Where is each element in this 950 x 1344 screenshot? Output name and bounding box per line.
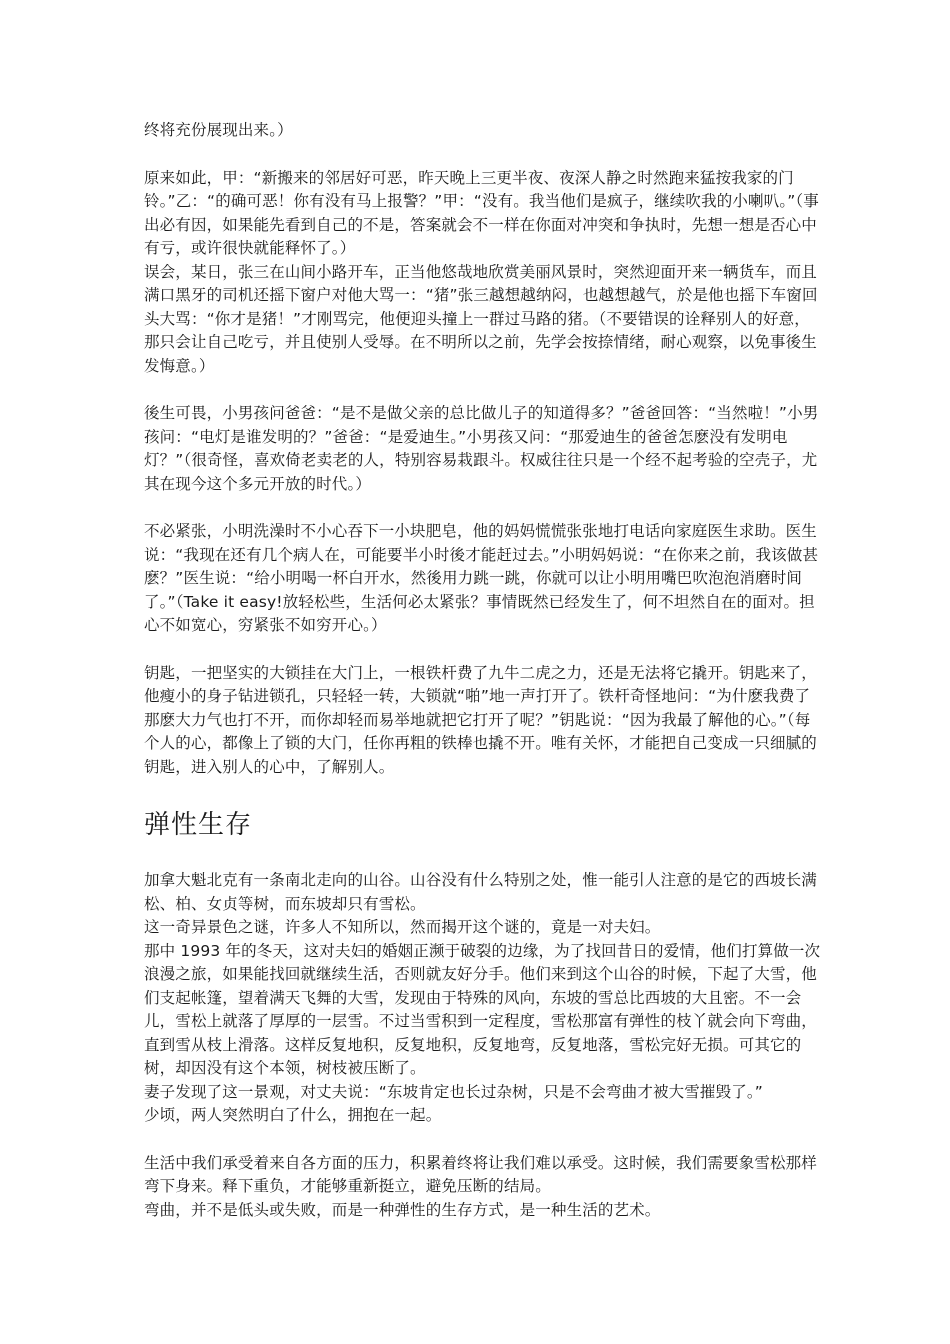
paragraph-gap xyxy=(144,143,824,167)
story-paragraph-edison: 後生可畏，小男孩问爸爸：“是不是做父亲的总比做儿子的知道得多？”爸爸回答：“当然啦！”小男孩问：“电灯是谁发明的？”爸爸：“是爱迪生。”小男孩又问：“那爱迪生的爸爸怎麽没有发明电灯？”（很奇怪，喜欢倚老卖老的人，特别容易栽跟斗。权威往往只是一个经不起考验的空壳子，尤其在现今这个多元开放的时代。） xyxy=(144,404,819,493)
story-block-conflict xyxy=(144,167,824,379)
story-paragraph-soap: 不必紧张，小明洗澡时不小心吞下一小块肥皂，他的妈妈慌慌张张地打电话向家庭医生求助。医生说：“我现在还有几个病人在，可能要半小时後才能赶过去。”小明妈妈说：“在你来之前，我该做甚麽？”医生说：“给小明喝一杯白开水，然後用力跳一跳，你就可以让小明用嘴巴吹泡泡消磨时间了。”（Take it easy!放轻松些，生活何必太紧张？事情既然已经发生了，何不坦然自在的面对。担心不如宽心，穷紧张不如穷开心。） xyxy=(144,522,819,634)
section-paragraph: 这一奇异景色之谜，许多人不知所以，然而揭开这个谜的，竟是一对夫妇。 xyxy=(144,918,661,936)
paragraph-gap xyxy=(144,496,824,520)
story-block-soap xyxy=(144,520,824,638)
section-paragraph: 妻子发现了这一景观，对丈夫说：“东坡肯定也长过杂树，只是不会弯曲才被大雪摧毁了。” xyxy=(144,1082,763,1101)
section-block-conclusion xyxy=(144,1152,824,1223)
paragraph-gap xyxy=(144,1128,824,1152)
story-block-edison xyxy=(144,402,824,496)
section-block-valley xyxy=(144,869,824,1128)
paragraph-gap xyxy=(144,378,824,402)
section-paragraph: 弯曲，并不是低头或失败，而是一种弹性的生存方式，是一种生活的艺术。 xyxy=(144,1200,661,1219)
story-paragraph-neighbor: 原来如此，甲：“新搬来的邻居好可恶，昨天晚上三更半夜、夜深人静之时然跑来猛按我家的门铃。”乙：“的确可恶！你有没有马上报警？”甲：“没有。我当他们是疯子，继续吹我的小喇叭。”（事出必有因，如果能先看到自己的不是，答案就会不一样在你面对冲突和争执时，先想一想是否心中有亏，或许很快就能释怀了。） xyxy=(144,168,819,257)
story-block-key xyxy=(144,662,824,780)
section-paragraph: 少顷，两人突然明白了什么，拥抱在一起。 xyxy=(144,1106,442,1124)
section-paragraph: 那中 1993 年的冬天，这对夫妇的婚姻正濒于破裂的边缘，为了找回昔日的爱情，他们打算做一次浪漫之旅，如果能找回就继续生活，否则就友好分手。他们来到这个山谷的时候，下起了大雪，他们支起帐篷，望着满天飞舞的大雪，发现由于特殊的风向，东坡的雪总比西坡的大且密。不一会儿，雪松上就落了厚厚的一层雪。不过当雪积到一定程度，雪松那富有弹性的枝丫就会向下弯曲，直到雪从枝上滑落。这样反复地积，反复地积，反复地弯，反复地落，雪松完好无损。可其它的树，却因没有这个本领，树枝被压断了。 xyxy=(144,941,821,1077)
story-paragraph-key: 钥匙，一把坚实的大锁挂在大门上，一根铁杆费了九牛二虎之力，还是无法将它撬开。钥匙来了，他瘦小的身子钻进锁孔，只轻轻一转，大锁就“啪”地一声打开了。铁杆奇怪地问：“为什麽我费了那麽大力气也打不开，而你却轻而易举地就把它打开了呢？”钥匙说：“因为我最了解他的心。”（每个人的心，都像上了锁的大门，任你再粗的铁棒也撬不开。唯有关怀，才能把自己变成一只细腻的钥匙，进入别人的心中，了解别人。 xyxy=(144,663,817,776)
section-heading: 弹性生存 xyxy=(144,810,253,840)
story-paragraph-misunderstanding: 误会，某日，张三在山间小路开车，正当他悠哉地欣赏美丽风景时，突然迎面开来一辆货车，而且满口黑牙的司机还摇下窗户对他大骂一：“猪”张三越想越纳闷，也越想越气，於是他也摇下车窗回头大骂：“你才是猪！”才刚骂完，他便迎头撞上一群过马路的猪。（不要错误的诠释别人的好意，那只会让自己吃亏，并且使别人受辱。在不明所以之前，先学会按捺情绪，耐心观察，以免事後生发悔意。） xyxy=(144,262,818,375)
document-body xyxy=(144,119,824,1222)
section-paragraph: 生活中我们承受着来自各方面的压力，积累着终将让我们难以承受。这时候，我们需要象雪松那样弯下身来。释下重负，才能够重新挺立，避免压断的结局。 xyxy=(144,1153,817,1195)
intro-paragraph: 终将充份展现出来。） xyxy=(144,121,293,139)
paragraph-gap xyxy=(144,638,824,662)
section-paragraph: 加拿大魁北克有一条南北走向的山谷。山谷没有什么特别之处，惟一能引人注意的是它的西坡长满松、柏、女贞等树，而东坡却只有雪松。 xyxy=(144,871,817,913)
